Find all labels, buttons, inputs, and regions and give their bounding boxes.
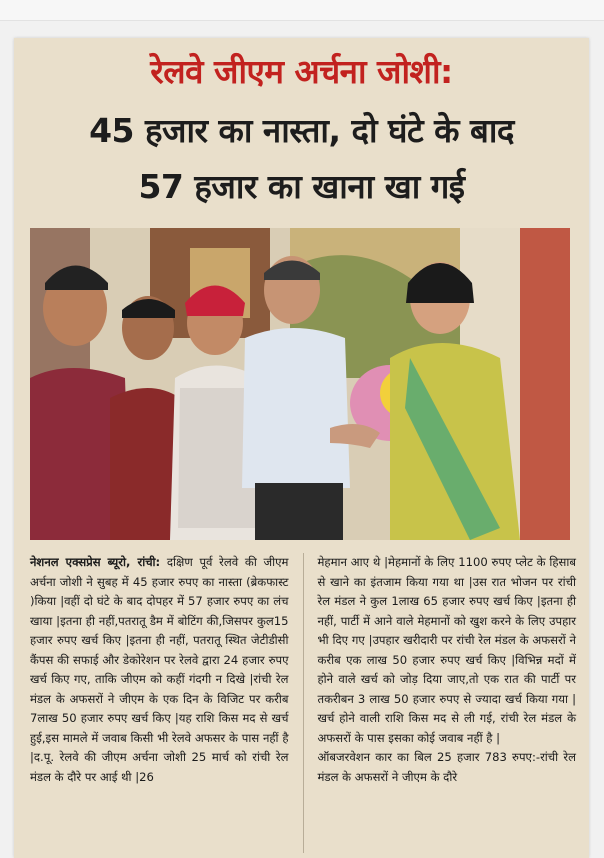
column-divider	[303, 553, 304, 853]
headline-line-2: 45 हजार का नास्ता, दो घंटे के बाद	[89, 111, 514, 150]
article-column-1-text: दक्षिण पूर्व रेलवे की जीएम अर्चना जोशी ने सुबह में 45 हजार रुपए का नास्ता (ब्रेकफास्ट )किया |वहीं दो घंटे के बाद दोपहर में 57 हजार रुपए का लंच खाया |इतना ही नहीं,पतरातू डैम में बोटिंग की,जिसपर कुल15 हजार रुपए खर्च किए |इतना ही नहीं, पतरातू स्थित जेटीडीसी कैंपस की सफाई और डेकोरेशन पर रेलवे द्वारा 24 हजार रुपए खर्च किए गए, ताकि जीएम को कहीं गंदगी न दिखे |रांची रेल मंडल के अफसरों ने जीएम के एक दिन के विजिट पर करीब 7लाख 50 हजार रुपए खर्च किए |यह राशि किस मद से खर्च हुई,इस मामले में जवाब किसी भी रेलवे अफसर के पास नहीं है |द.पू. रेलवे की जीएम अर्चना जोशी 25 मार्च को रांची रेल मंडल के दौरे पर आई थी |26	[30, 555, 289, 784]
article-column-2-text: मेहमान आए थे |मेहमानों के लिए 1100 रुपए प्लेट के हिसाब से खाने का इंतजाम किया गया था |उस रात भोजन पर रांची रेल मंडल ने कुल 1लाख 65 हजार रुपए खर्च किए |इतना ही नहीं, पार्टी में आने वाले मेहमानों को खुश करने के लिए उपहार भी दिए गए |उपहार खरीदारी पर रांची रेल मंडल के अफसरों ने करीब एक लाख 50 हजार रुपए खर्च किए |विभिन्न मदों में होने वाले खर्च को जोड़ दिया जाए,तो एक रात की पार्टी पर तकरीबन 3 लाख 50 हजार रुपए से ज्यादा खर्च किया गया |खर्च होने वाली राशि किस मद से ली गई, रांची रेल मंडल के अफसरों के पास इसका कोई जवाब नहीं है | ऑबजरवेशन कार का बिल 25 हजार 783 रुपए:-रांची रेल मंडल के अफसरों ने जीएम के दौरे	[317, 555, 576, 784]
headline-line-1: रेलवे जीएम अर्चना जोशी:	[150, 52, 453, 91]
article-column-1	[30, 553, 289, 853]
group-photo-with-bouquet-icon	[30, 228, 570, 540]
news-photo[interactable]	[30, 228, 570, 540]
article-column-2	[318, 553, 577, 853]
app-top-bar	[0, 0, 604, 21]
article-body	[30, 553, 576, 853]
article-dateline: नेशनल एक्सप्रेस ब्यूरो, रांची:	[30, 555, 161, 569]
newspaper-clipping	[14, 38, 589, 858]
headline-line-3: 57 हजार का खाना खा गई	[138, 167, 465, 206]
